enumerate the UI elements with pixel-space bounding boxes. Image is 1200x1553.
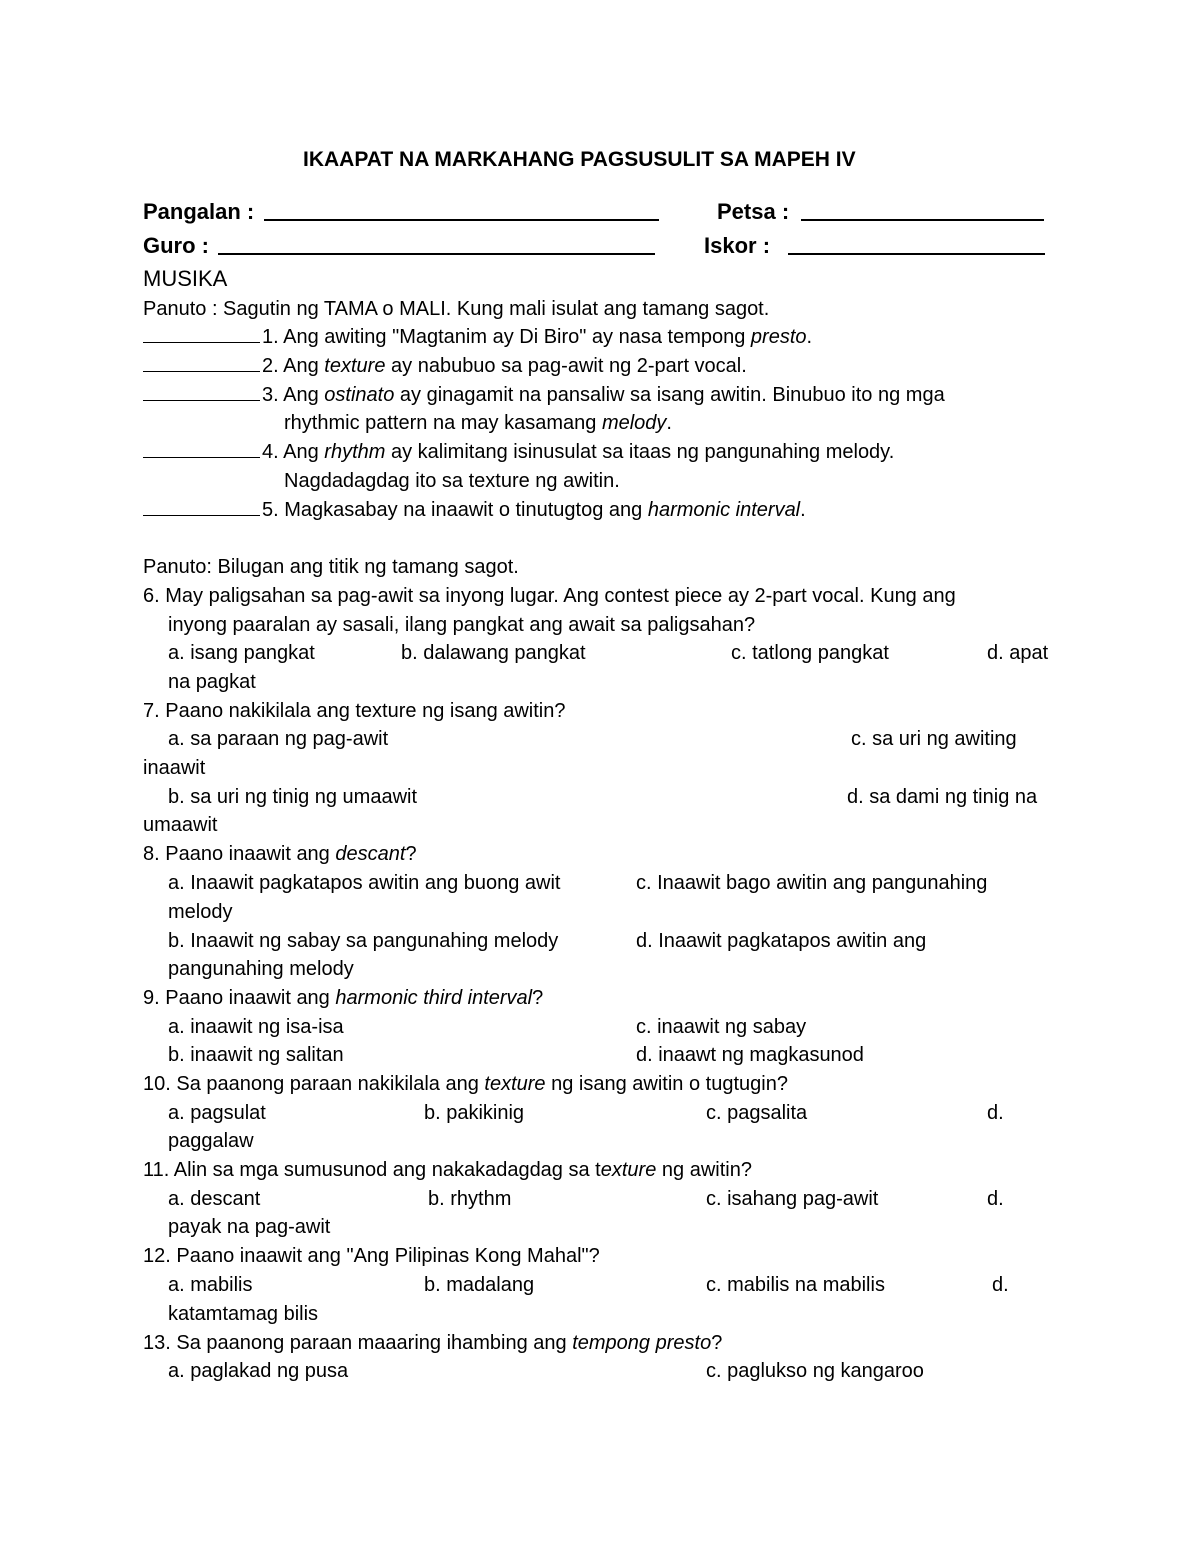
q11-choice-b[interactable]: b. rhythm (428, 1188, 512, 1210)
part1-instruction: Panuto : Sagutin ng TAMA o MALI. Kung mali isulat ang tamang sagot. (143, 298, 770, 320)
score-field-line[interactable] (788, 253, 1045, 255)
q12-choice-c[interactable]: c. mabilis na mabilis (706, 1274, 885, 1296)
q7-choice-d[interactable]: d. sa dami ng tinig na (847, 786, 1038, 808)
answer-blank[interactable] (143, 497, 260, 516)
page-title: IKAAPAT NA MARKAHANG PAGSUSULIT SA MAPEH IV (303, 148, 856, 171)
date-field-line[interactable] (801, 219, 1044, 221)
q9-choice-b[interactable]: b. inaawit ng salitan (168, 1044, 344, 1066)
answer-blank[interactable] (143, 439, 260, 458)
q13-choice-c[interactable]: c. paglukso ng kangaroo (706, 1360, 924, 1382)
question-6-continued: inyong paaralan ay sasali, ilang pangkat ang await sa paligsahan? (168, 614, 756, 636)
q6-choice-d[interactable]: d. apat (987, 642, 1049, 664)
q8-choice-c[interactable]: c. Inaawit bago awitin ang pangunahing (636, 872, 988, 894)
q7-choice-b[interactable]: b. sa uri ng tinig ng umaawit (168, 786, 418, 808)
question-12: 12. Paano inaawit ang "Ang Pilipinas Kong Mahal"? (143, 1245, 600, 1267)
q11-choice-d[interactable]: d. (987, 1188, 1004, 1210)
q11-choice-a[interactable]: a. descant (168, 1188, 261, 1210)
q7-choice-d-continued: umaawit (143, 814, 218, 836)
item-3-continued: rhythmic pattern na may kasamang melody. (284, 412, 672, 434)
teacher-field-line[interactable] (218, 253, 655, 255)
q11-choice-c[interactable]: c. isahang pag-awit (706, 1188, 879, 1210)
q8-choice-d[interactable]: d. Inaawit pagkatapos awitin ang (636, 930, 927, 952)
section-heading: MUSIKA (143, 266, 228, 291)
q12-choice-d[interactable]: d. (992, 1274, 1009, 1296)
q8-choice-d-continued: pangunahing melody (168, 958, 354, 980)
q8-choice-c-continued: melody (168, 901, 233, 923)
q12-choice-d-continued: katamtamag bilis (168, 1303, 319, 1325)
question-13: 13. Sa paanong paraan maaaring ihambing ang tempong presto? (143, 1332, 723, 1354)
q7-choice-a[interactable]: a. sa paraan ng pag-awit (168, 728, 389, 750)
item-4-continued: Nagdadagdag ito sa texture ng awitin. (284, 470, 620, 492)
q7-choice-c-continued: inaawit (143, 757, 206, 779)
q6-choice-d-continued: na pagkat (168, 671, 256, 693)
item-4: 4. Ang rhythm ay kalimitang isinusulat sa itaas ng pangunahing melody. (143, 438, 894, 466)
q8-choice-b[interactable]: b. Inaawit ng sabay sa pangunahing melody (168, 930, 559, 952)
item-1: 1. Ang awiting "Magtanim ay Di Biro" ay nasa tempong presto. (143, 323, 812, 351)
item-3: 3. Ang ostinato ay ginagamit na pansaliw sa isang awitin. Binubuo ito ng mga (143, 381, 945, 409)
q6-choice-b[interactable]: b. dalawang pangkat (401, 642, 586, 664)
question-9: 9. Paano inaawit ang harmonic third interval? (143, 987, 544, 1009)
q11-choice-d-continued: payak na pag-awit (168, 1216, 331, 1238)
q7-choice-c[interactable]: c. sa uri ng awiting (851, 728, 1017, 750)
q9-choice-c[interactable]: c. inaawit ng sabay (636, 1016, 807, 1038)
q10-choice-d[interactable]: d. (987, 1102, 1004, 1124)
question-11: 11. Alin sa mga sumusunod ang nakakadagdag sa texture ng awitin? (143, 1159, 752, 1181)
date-label: Petsa : (717, 199, 790, 224)
answer-blank[interactable] (143, 353, 260, 372)
question-7: 7. Paano nakikilala ang texture ng isang awitin? (143, 700, 566, 722)
q10-choice-d-continued: paggalaw (168, 1130, 254, 1152)
answer-blank[interactable] (143, 324, 260, 343)
name-field-line[interactable] (264, 219, 659, 221)
teacher-label: Guro : (143, 233, 209, 258)
q6-choice-c[interactable]: c. tatlong pangkat (731, 642, 889, 664)
question-8: 8. Paano inaawit ang descant? (143, 843, 417, 865)
q10-choice-c[interactable]: c. pagsalita (706, 1102, 808, 1124)
score-label: Iskor : (704, 233, 771, 258)
item-2: 2. Ang texture ay nabubuo sa pag-awit ng 2-part vocal. (143, 352, 747, 380)
q10-choice-a[interactable]: a. pagsulat (168, 1102, 266, 1124)
part2-instruction: Panuto: Bilugan ang titik ng tamang sagot. (143, 556, 519, 578)
answer-blank[interactable] (143, 382, 260, 401)
q9-choice-a[interactable]: a. inaawit ng isa-isa (168, 1016, 344, 1038)
q9-choice-d[interactable]: d. inaawt ng magkasunod (636, 1044, 864, 1066)
q12-choice-b[interactable]: b. madalang (424, 1274, 535, 1296)
item-5: 5. Magkasabay na inaawit o tinutugtog ang harmonic interval. (143, 496, 806, 524)
name-label: Pangalan : (143, 199, 255, 224)
q12-choice-a[interactable]: a. mabilis (168, 1274, 253, 1296)
q8-choice-a[interactable]: a. Inaawit pagkatapos awitin ang buong awit (168, 872, 561, 894)
q13-choice-a[interactable]: a. paglakad ng pusa (168, 1360, 349, 1382)
question-10: 10. Sa paanong paraan nakikilala ang texture ng isang awitin o tugtugin? (143, 1073, 788, 1095)
question-6: 6. May paligsahan sa pag-awit sa inyong lugar. Ang contest piece ay 2-part vocal. Kung ang (143, 585, 956, 607)
q10-choice-b[interactable]: b. pakikinig (424, 1102, 525, 1124)
q6-choice-a[interactable]: a. isang pangkat (168, 642, 315, 664)
